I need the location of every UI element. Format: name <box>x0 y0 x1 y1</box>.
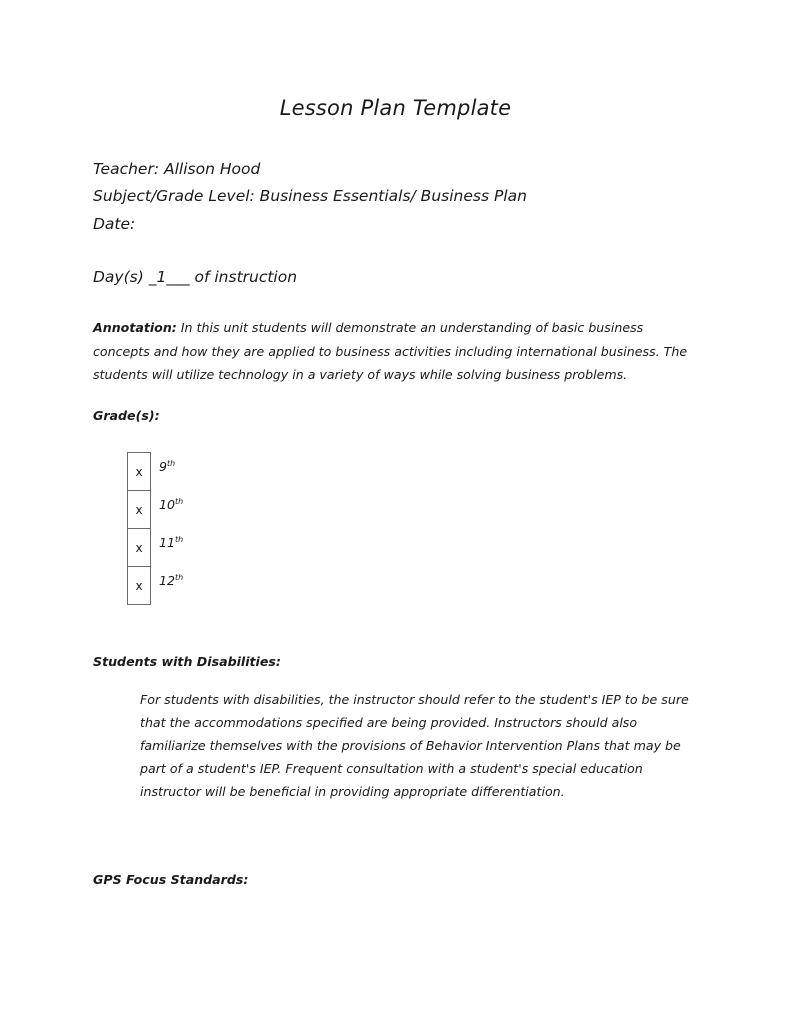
teacher-line: Teacher: Allison Hood <box>93 160 261 178</box>
grade-label <box>151 567 184 605</box>
grade-suffix: th <box>167 458 176 468</box>
grade-checkbox: x <box>128 529 151 567</box>
subject-line: Subject/Grade Level: Business Essentials/ Business Plan <box>93 187 527 205</box>
grade-number: 12 <box>159 572 176 588</box>
grade-label <box>151 453 184 491</box>
grade-row <box>128 491 184 529</box>
grades-table <box>127 452 184 605</box>
grade-checkbox: x <box>128 453 151 491</box>
students-with-disabilities-label: Students with Disabilities: <box>93 654 281 669</box>
grade-number: 10 <box>159 496 176 512</box>
grade-number: 11 <box>159 534 176 550</box>
days-of-instruction: Day(s) _1___ of instruction <box>93 268 298 286</box>
grade-suffix: th <box>175 534 184 544</box>
grade-row <box>128 567 184 605</box>
grade-label <box>151 491 184 529</box>
grade-number: 9 <box>159 458 168 474</box>
annotation-text: In this unit students will demonstrate an understanding of basic business concepts and how they are applied to business activities including international business. The students will utilize technology in a variety of ways while solving business problems. <box>93 320 688 382</box>
page-title: Lesson Plan Template <box>279 96 512 120</box>
date-line: Date: <box>93 215 136 233</box>
gps-focus-standards-label: GPS Focus Standards: <box>93 872 249 887</box>
annotation-label: Annotation: <box>93 320 177 335</box>
grade-suffix: th <box>175 572 184 582</box>
annotation-paragraph <box>93 316 693 387</box>
grade-checkbox: x <box>128 567 151 605</box>
students-with-disabilities-text: For students with disabilities, the instructor should refer to the student's IEP to be sure that the accommodations specified are being provided. Instructors should also familiarize themselves with the provisions of Behavior Intervention Plans that may be part of a student's IEP. Frequent consultation with a student's special education instructor will be beneficial in providing appropriate differentiation. <box>140 692 689 799</box>
grades-label: Grade(s): <box>93 408 160 423</box>
grade-row <box>128 453 184 491</box>
grade-row <box>128 529 184 567</box>
grade-checkbox: x <box>128 491 151 529</box>
grade-label <box>151 529 184 567</box>
grade-suffix: th <box>175 496 184 506</box>
